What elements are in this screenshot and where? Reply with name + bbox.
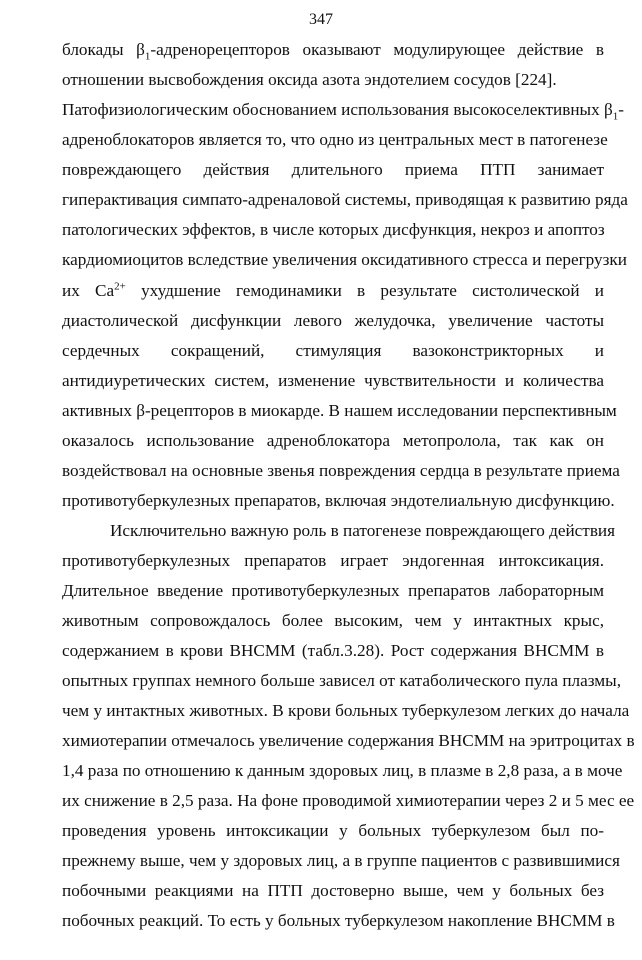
text-line: сердечных сокращений, стимуляция вазоконстрикторных и	[62, 341, 604, 360]
text-line: кардиомиоцитов вследствие увеличения оксидативного стресса и перегрузки	[62, 250, 627, 269]
text-line: чем у интактных животных. В крови больных туберкулезом легких до начала	[62, 701, 630, 720]
text-line: побочными реакциями на ПТП достоверно выше, чем у больных без	[62, 881, 604, 900]
text-line: оказалось использование адреноблокатора метопролола, так как он	[62, 431, 604, 450]
text-line: проведения уровень интоксикации у больных туберкулезом был по-	[62, 821, 604, 840]
text-line: воздействовал на основные звенья повреждения сердца в результате приема	[62, 461, 620, 480]
text-line: активных β-рецепторов в миокарде. В нашем исследовании перспективным	[62, 401, 617, 420]
text-line: Длительное введение противотуберкулезных препаратов лабораторным	[62, 581, 604, 600]
text-line: 1,4 раза по отношению к данным здоровых лиц, в плазме в 2,8 раза, а в моче	[62, 761, 623, 780]
text-line: адреноблокаторов является то, что одно из центральных мест в патогенезе	[62, 130, 608, 149]
text-line: животным сопровождалось более высоким, чем у интактных крыс,	[62, 611, 604, 630]
page-number: 347	[309, 11, 333, 28]
text-line: Патофизиологическим обоснованием использования высокоселективных $\beta_1-$	[62, 100, 624, 123]
text-line: прежнему выше, чем у здоровых лиц, а в группе пациентов с развившимися	[62, 851, 620, 870]
text-line: противотуберкулезных препаратов играет эндогенная интоксикация.	[62, 551, 604, 570]
text-line: противотуберкулезных препаратов, включая эндотелиальную дисфункцию.	[62, 491, 615, 510]
text-line: опытных группах немного больше зависел от катаболического пула плазмы,	[62, 671, 621, 690]
text-line: антидиуретических систем, изменение чувствительности и количества	[62, 371, 604, 390]
text-line: блокады $\beta_1$-адренорецепторов оказывают модулирующее действие в	[62, 40, 604, 63]
text-line: повреждающего действия длительного приема ПТП занимает	[62, 160, 604, 179]
text-line: химиотерапии отмечалось увеличение содержания ВНСММ на эритроцитах в	[62, 731, 635, 750]
text-line: гиперактивация симпато-адреналовой системы, приводящая к развитию ряда	[62, 190, 628, 209]
text-line: отношении высвобождения оксида азота эндотелием сосудов [224].	[62, 70, 557, 89]
text-line: содержанием в крови ВНСММ (табл.3.28). Рост содержания ВНСММ в	[62, 641, 604, 660]
text-line: побочных реакций. То есть у больных туберкулезом накопление ВНСММ в	[62, 911, 615, 930]
text-line: их $Ca^{2+}$ ухудшение гемодинамики в результате систолической и	[62, 280, 605, 300]
text-line: патологических эффектов, в числе которых дисфункция, некроз и апоптоз	[62, 220, 605, 239]
paragraph-first-line: Исключительно важную роль в патогенезе повреждающего действия	[110, 521, 616, 540]
text-line: их снижение в 2,5 раза. На фоне проводимой химиотерапии через 2 и 5 мес ее	[62, 791, 635, 810]
text-line: диастолической дисфункции левого желудочка, увеличение частоты	[62, 311, 604, 330]
